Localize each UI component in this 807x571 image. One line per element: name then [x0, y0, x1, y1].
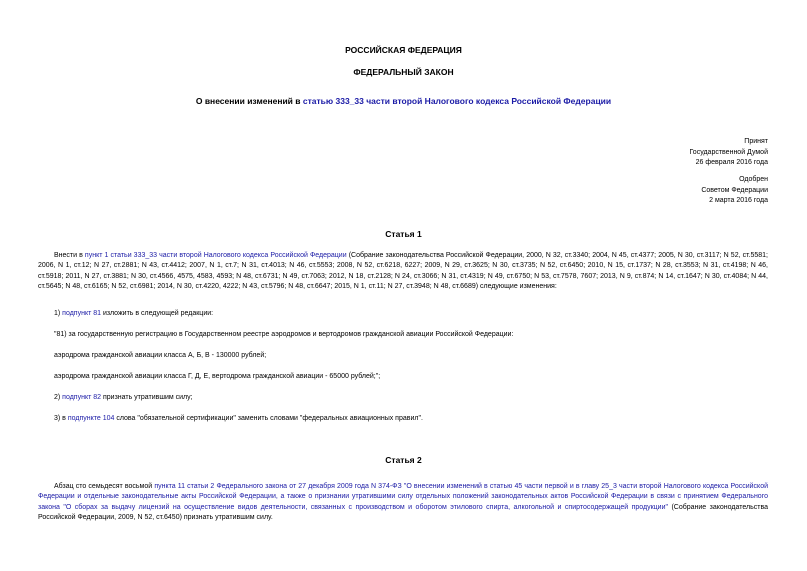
law-title — [0, 96, 807, 106]
article1-item1-class-g: аэродрома гражданской авиации класса Г, Д, Е, вертодрома гражданской авиации - 65000 рублей;"; — [54, 373, 381, 380]
approval-block — [701, 175, 768, 207]
article1-item1-class-a: аэродрома гражданской авиации класса А, Б, В - 130000 рублей; — [54, 352, 267, 359]
article1-intro-link[interactable]: пункт 1 статьи 333_33 части второй Налогового кодекса Российской Федерации — [84, 252, 347, 259]
item3-rest: слова "обязательной сертификации" заменить словами "федеральных авиационных правил". — [114, 415, 423, 422]
doc-type-heading: ФЕДЕРАЛЬНЫЙ ЗАКОН — [353, 67, 454, 77]
article1-intro-rest: (Собрание законодательства Российской Федерации, 2000, N 32, ст.3340; 2004, N 45, ст.4377; 2005, N 30, ст.3117; N 52, ст.5581; 2006, N 1, ст.12; N 27, ст.2881; N 43, ст.4412; 2007, N 1, ст.7; N 31, ст.4013; N 46, ст.5553; 2008, N 52, ст.6218, 6227; 2009, N 29, ст.3625; N 30, ст.3735; N 52, ст.6450; 2010, N 15, ст.1737; N 28, ст.3553; N 31, ст.4198; N 46, ст.5918; 2011, N 27, ст.3881; N 30, ст.4566, 4575, 4583, 4593; N 48, ст.6731; N 49, ст.7063; 2012, N 18, ст.2128; N 24, ст.3066; N 31, ст.4319; N 49, ст.6750; N 53, ст.7578, 7607; 2013, N 9, ст.874; N 14, ст.1647; N 30, ст.4084; N 44, ст.5645; N 48, ст.6165; N 52, ст.6981; 2014, N 30, ст.4220, 4222; N 43, ст.5796; N 48, ст.6647; 2015, N 1, ст.11; N 27, ст.3948; N 48, ст.6689) следующие изменения: — [38, 252, 769, 291]
article2-text — [38, 482, 768, 524]
adoption-date: 26 февраля 2016 года — [695, 159, 768, 166]
approval-line1: Одобрен — [739, 176, 768, 183]
article2-rest: (Собрание законодательства Российской Федерации, 2009, N 52, ст.6450) признать утратившим силу. — [38, 503, 768, 522]
adoption-block — [689, 137, 768, 169]
item3-prefix: 3) в — [54, 415, 68, 422]
article1-item2 — [54, 393, 768, 403]
article1-intro — [38, 251, 768, 293]
article1-item1 — [54, 309, 768, 319]
law-title-prefix: О внесении изменений в — [195, 96, 303, 106]
law-title-link[interactable]: статью 333_33 части второй Налогового кодекса Российской Федерации — [302, 96, 612, 106]
item2-rest: признать утратившим силу; — [101, 394, 193, 401]
article2-prefix: Абзац сто семьдесят восьмой — [54, 483, 155, 490]
adoption-line1: Принят — [744, 138, 768, 145]
item1-rest: изложить в следующей редакции: — [101, 310, 214, 317]
article1-heading: Статья 1 — [385, 229, 422, 239]
article1-item3 — [54, 414, 768, 424]
adoption-line2: Государственной Думой — [689, 148, 768, 156]
country-heading: РОССИЙСКАЯ ФЕДЕРАЦИЯ — [345, 45, 462, 55]
approval-line2: Советом Федерации — [701, 186, 768, 194]
item1-prefix: 1) — [54, 310, 63, 317]
approval-date: 2 марта 2016 года — [709, 197, 768, 204]
item2-prefix: 2) — [54, 394, 63, 401]
item2-link[interactable]: подпункт 82 — [62, 394, 102, 401]
article2-link[interactable]: пункта 11 статьи 2 Федерального закона от 27 декабря 2009 года N 374-ФЗ "О внесении изменений в статью 45 части первой и в главу 25_3 части второй Налогового кодекса Российской Федерации и отдельные законодательные акты Российской Федерации, а также о признании утратившими силу отдельных положений законодательных актов Российской Федерации в связи с принятием Федерального закона "О сборах за выдачу лицензий на осуществление видов деятельности, связанных с производством и оборотом этилового спирта, алкогольной и спиртосодержащей продукции" — [38, 483, 768, 511]
item3-link[interactable]: подпункте 104 — [67, 415, 115, 422]
article1-intro-prefix: Внести в — [54, 252, 85, 259]
article1-item1-quote: "81) за государственную регистрацию в Государственном реестре аэродромов и вертодромов гражданской авиации Российской Федерации: — [54, 331, 514, 338]
item1-link[interactable]: подпункт 81 — [62, 310, 102, 317]
article2-heading: Статья 2 — [385, 455, 422, 465]
